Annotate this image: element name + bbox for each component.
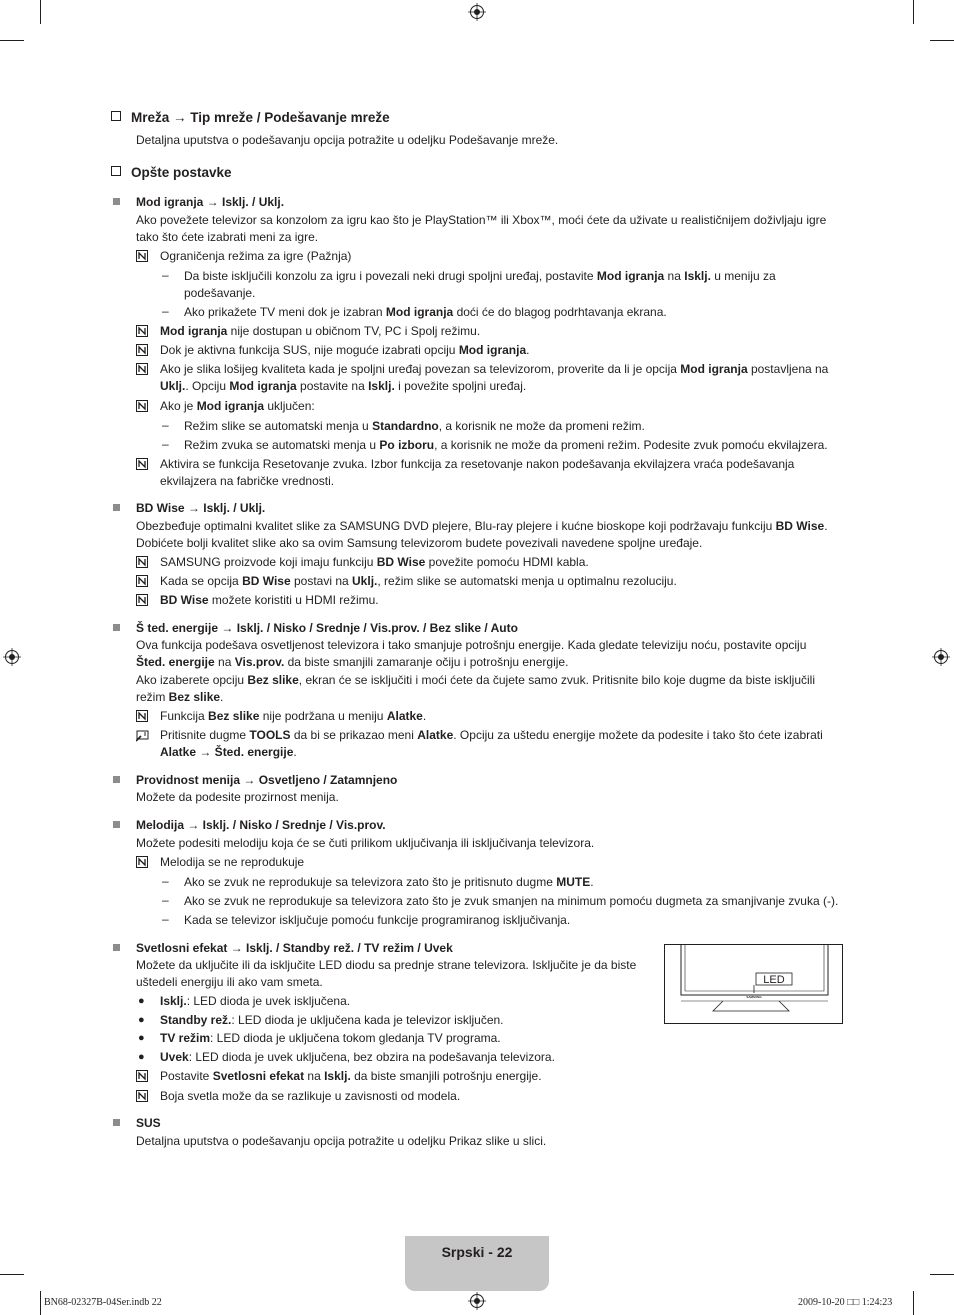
registration-mark-icon — [932, 648, 950, 666]
section-heading-general — [111, 165, 232, 180]
body-text: Možete da podesite prozirnost menija. — [136, 790, 339, 804]
crop-mark — [0, 40, 24, 41]
crop-mark — [913, 0, 914, 24]
item-heading-light-effect: Svetlosni efekat → Isklj. / Standby rež. / TV režim / Uvek — [136, 941, 453, 955]
note-text: Ograničenja režima za igre (Pažnja) — [160, 249, 352, 263]
dash-text: Ako prikažete TV meni dok je izabran Mod igranja doći će do blagog podrhtavanja ekrana. — [184, 305, 667, 319]
dash-bullet: – — [162, 304, 169, 318]
square-bullet-icon — [113, 504, 120, 511]
note-text: BD Wise možete koristiti u HDMI režimu. — [160, 593, 379, 607]
crop-mark — [40, 0, 41, 24]
dash-text: Režim slike se automatski menja u Standardno, a korisnik ne može da promeni režim. — [184, 419, 645, 433]
square-bullet-icon — [113, 624, 120, 631]
tools-note-text: Pritisnite dugme TOOLS da bi se prikazao meni Alatke. Opciju za uštedu energije možete da podesite i tako što ćete izabrati — [160, 728, 823, 742]
note-text: Funkcija Bez slike nije podržana u meniju Alatke. — [160, 709, 427, 723]
round-bullet: ● — [138, 1014, 145, 1026]
dash-text: Ako se zvuk ne reprodukuje sa televizora zato što je pritisnuto dugme MUTE. — [184, 875, 594, 889]
dash-text: Ako se zvuk ne reprodukuje sa televizora zato što je zvuk smanjen na minimum pomoću dugmeta za smanjivanje zvuka (-). — [184, 894, 839, 908]
note-icon — [136, 556, 148, 568]
note-text: Ako je slika lošijeg kvaliteta kada je spoljni uređaj povezan sa televizorom, proverite da li je opcija Mod igranja postavljena na — [160, 362, 829, 376]
body-text: tako što ćete izabrati meni za igre. — [136, 230, 319, 244]
note-icon — [136, 458, 148, 470]
note-text: Dok je aktivna funkcija SUS, nije moguće izabrati opciju Mod igranja. — [160, 343, 530, 357]
square-bullet-icon — [113, 944, 120, 951]
registration-mark-icon — [468, 1292, 486, 1310]
note-icon — [136, 575, 148, 587]
bullet-text: Uvek: LED dioda je uvek uključena, bez obzira na podešavanja televizora. — [160, 1050, 555, 1064]
item-heading-menu-transparency: Providnost menija → Osvetljeno / Zatamnjeno — [136, 773, 398, 787]
body-text: Detaljna uputstva o podešavanju opcija potražite u odeljku Podešavanje mreže. — [136, 133, 559, 147]
crop-mark — [0, 1274, 24, 1275]
tools-icon — [136, 729, 150, 742]
note-icon — [136, 363, 148, 375]
dash-bullet: – — [162, 874, 169, 888]
square-bullet-icon — [113, 776, 120, 783]
page-number-tab — [405, 1236, 549, 1291]
body-text: Detaljna uputstva o podešavanju opcija potražite u odeljku Prikaz slike u slici. — [136, 1134, 547, 1148]
dash-bullet: – — [162, 268, 169, 282]
square-bullet-icon — [113, 821, 120, 828]
tv-led-figure — [664, 944, 843, 1024]
note-text: ekvilajzera na fabričke vrednosti. — [160, 474, 335, 488]
bullet-text: Standby rež.: LED dioda je uključena kada je televizor isključen. — [160, 1013, 504, 1027]
body-text: Ova funkcija podešava osvetljenost televizora i tako smanjuje potrošnju energije. Kada gledate televiziju noću, postavite opciju — [136, 638, 807, 652]
crop-mark — [913, 1291, 914, 1315]
note-text: Boja svetla može da se razlikuje u zavisnosti od modela. — [160, 1089, 461, 1103]
note-text: Mod igranja nije dostupan u običnom TV, PC i Spolj režimu. — [160, 324, 481, 338]
body-text: Možete da uključite ili da isključite LED diodu sa prednje strane televizora. Isključite je da biste — [136, 958, 637, 972]
bullet-text: TV režim: LED dioda je uključena tokom gledanja TV programa. — [160, 1031, 501, 1045]
page-number: Srpski - 22 — [441, 1244, 513, 1260]
item-heading-melody: Melodija → Isklj. / Nisko / Srednje / Vis.prov. — [136, 818, 386, 832]
note-icon — [136, 325, 148, 337]
body-text: Dobićete bolji kvalitet slike ako sa ovim Samsung televizorom budete povezivali navedene spoljne uređaje. — [136, 536, 703, 550]
checkbox-square-icon — [111, 166, 121, 176]
tv-front-illustration — [665, 945, 842, 1023]
note-text: Kada se opcija BD Wise postavi na Uklj., režim slike se automatski menja u optimalnu rezoluciju. — [160, 574, 677, 588]
note-icon — [136, 344, 148, 356]
item-heading-sus: SUS — [136, 1116, 161, 1130]
bullet-text: Isklj.: LED dioda je uvek isključena. — [160, 994, 351, 1008]
body-text: Šted. energije na Vis.prov. da biste smanjili zamaranje očiju i potrošnju energije. — [136, 655, 569, 669]
registration-mark-icon — [468, 3, 486, 21]
dash-text: Kada se televizor isključuje pomoću funkcije programiranog isključivanja. — [184, 913, 571, 927]
square-bullet-icon — [113, 1119, 120, 1126]
dash-text: Da biste isključili konzolu za igru i povezali neki drugi spoljni uređaj, postavite Mod igranja na Isklj. u meniju za — [184, 269, 776, 283]
round-bullet: ● — [138, 1032, 145, 1044]
dash-bullet: – — [162, 912, 169, 926]
section-heading-text: Mreža → Tip mreže / Podešavanje mreže — [131, 110, 390, 125]
item-heading-bd-wise: BD Wise → Isklj. / Uklj. — [136, 501, 266, 515]
registration-mark-icon — [3, 648, 21, 666]
led-label: LED — [763, 974, 785, 986]
body-text: Obezbeđuje optimalni kvalitet slike za SAMSUNG DVD plejere, Blu-ray plejere i kućne bioskope koji podržavaju funkciju BD Wise. — [136, 519, 828, 533]
item-heading-energy-saving: Š ted. energije → Isklj. / Nisko / Srednje / Vis.prov. / Bez slike / Auto — [136, 621, 518, 635]
dash-bullet: – — [162, 418, 169, 432]
tv-brand-mark: SAMSUNG — [746, 995, 762, 999]
note-text: Melodija se ne reprodukuje — [160, 855, 305, 869]
dash-text: podešavanje. — [184, 286, 256, 300]
square-bullet-icon — [113, 198, 120, 205]
checkbox-square-icon — [111, 111, 121, 121]
print-slug-right: 2009-10-20 □□ 1:24:23 — [798, 1297, 893, 1308]
item-heading-game-mode: Mod igranja → Isklj. / Uklj. — [136, 195, 285, 209]
note-icon — [136, 250, 148, 262]
body-text: režim Bez slike. — [136, 690, 224, 704]
note-text: SAMSUNG proizvode koji imaju funkciju BD Wise povežite pomoću HDMI kabla. — [160, 555, 589, 569]
round-bullet: ● — [138, 1051, 145, 1063]
crop-mark — [40, 1291, 41, 1315]
note-icon — [136, 594, 148, 606]
crop-mark — [930, 1274, 954, 1275]
note-icon — [136, 856, 148, 868]
note-text: Uklj.. Opciju Mod igranja postavite na Isklj. i povežite spoljni uređaj. — [160, 379, 527, 393]
note-text: Ako je Mod igranja uključen: — [160, 399, 315, 413]
dash-bullet: – — [162, 437, 169, 451]
body-text: uštedeli energiju ili ako vam smeta. — [136, 975, 323, 989]
dash-bullet: – — [162, 893, 169, 907]
body-text: Možete podesiti melodiju koja će se čuti prilikom uključivanja ili isključivanja televizora. — [136, 836, 595, 850]
section-heading-network — [111, 110, 390, 125]
dash-text: Režim zvuka se automatski menja u Po izboru, a korisnik ne može da promeni režim. Podesite zvuk pomoću ekvilajzera. — [184, 438, 828, 452]
note-icon — [136, 1090, 148, 1102]
round-bullet: ● — [138, 995, 145, 1007]
section-heading-text: Opšte postavke — [131, 165, 232, 180]
note-text: Postavite Svetlosni efekat na Isklj. da biste smanjili potrošnju energije. — [160, 1069, 542, 1083]
crop-mark — [930, 40, 954, 41]
body-text: Ako izaberete opciju Bez slike, ekran će se isključiti i moći ćete da čujete samo zvuk. Pritisnite bilo koje dugme da biste isključili — [136, 673, 815, 687]
body-text: Ako povežete televizor sa konzolom za igru kao što je PlayStation™ ili Xbox™, moći ćete da uživate u realističnijem doživljaju igre — [136, 213, 827, 227]
note-icon — [136, 400, 148, 412]
note-icon — [136, 710, 148, 722]
note-icon — [136, 1070, 148, 1082]
note-text: Aktivira se funkcija Resetovanje zvuka. Izbor funkcija za resetovanje nakon podešavanja ekvilajzera vraća podešavanja — [160, 457, 795, 471]
print-slug-left: BN68-02327B-04Ser.indb 22 — [44, 1297, 162, 1308]
tools-note-text: Alatke → Šted. energije. — [160, 745, 297, 759]
